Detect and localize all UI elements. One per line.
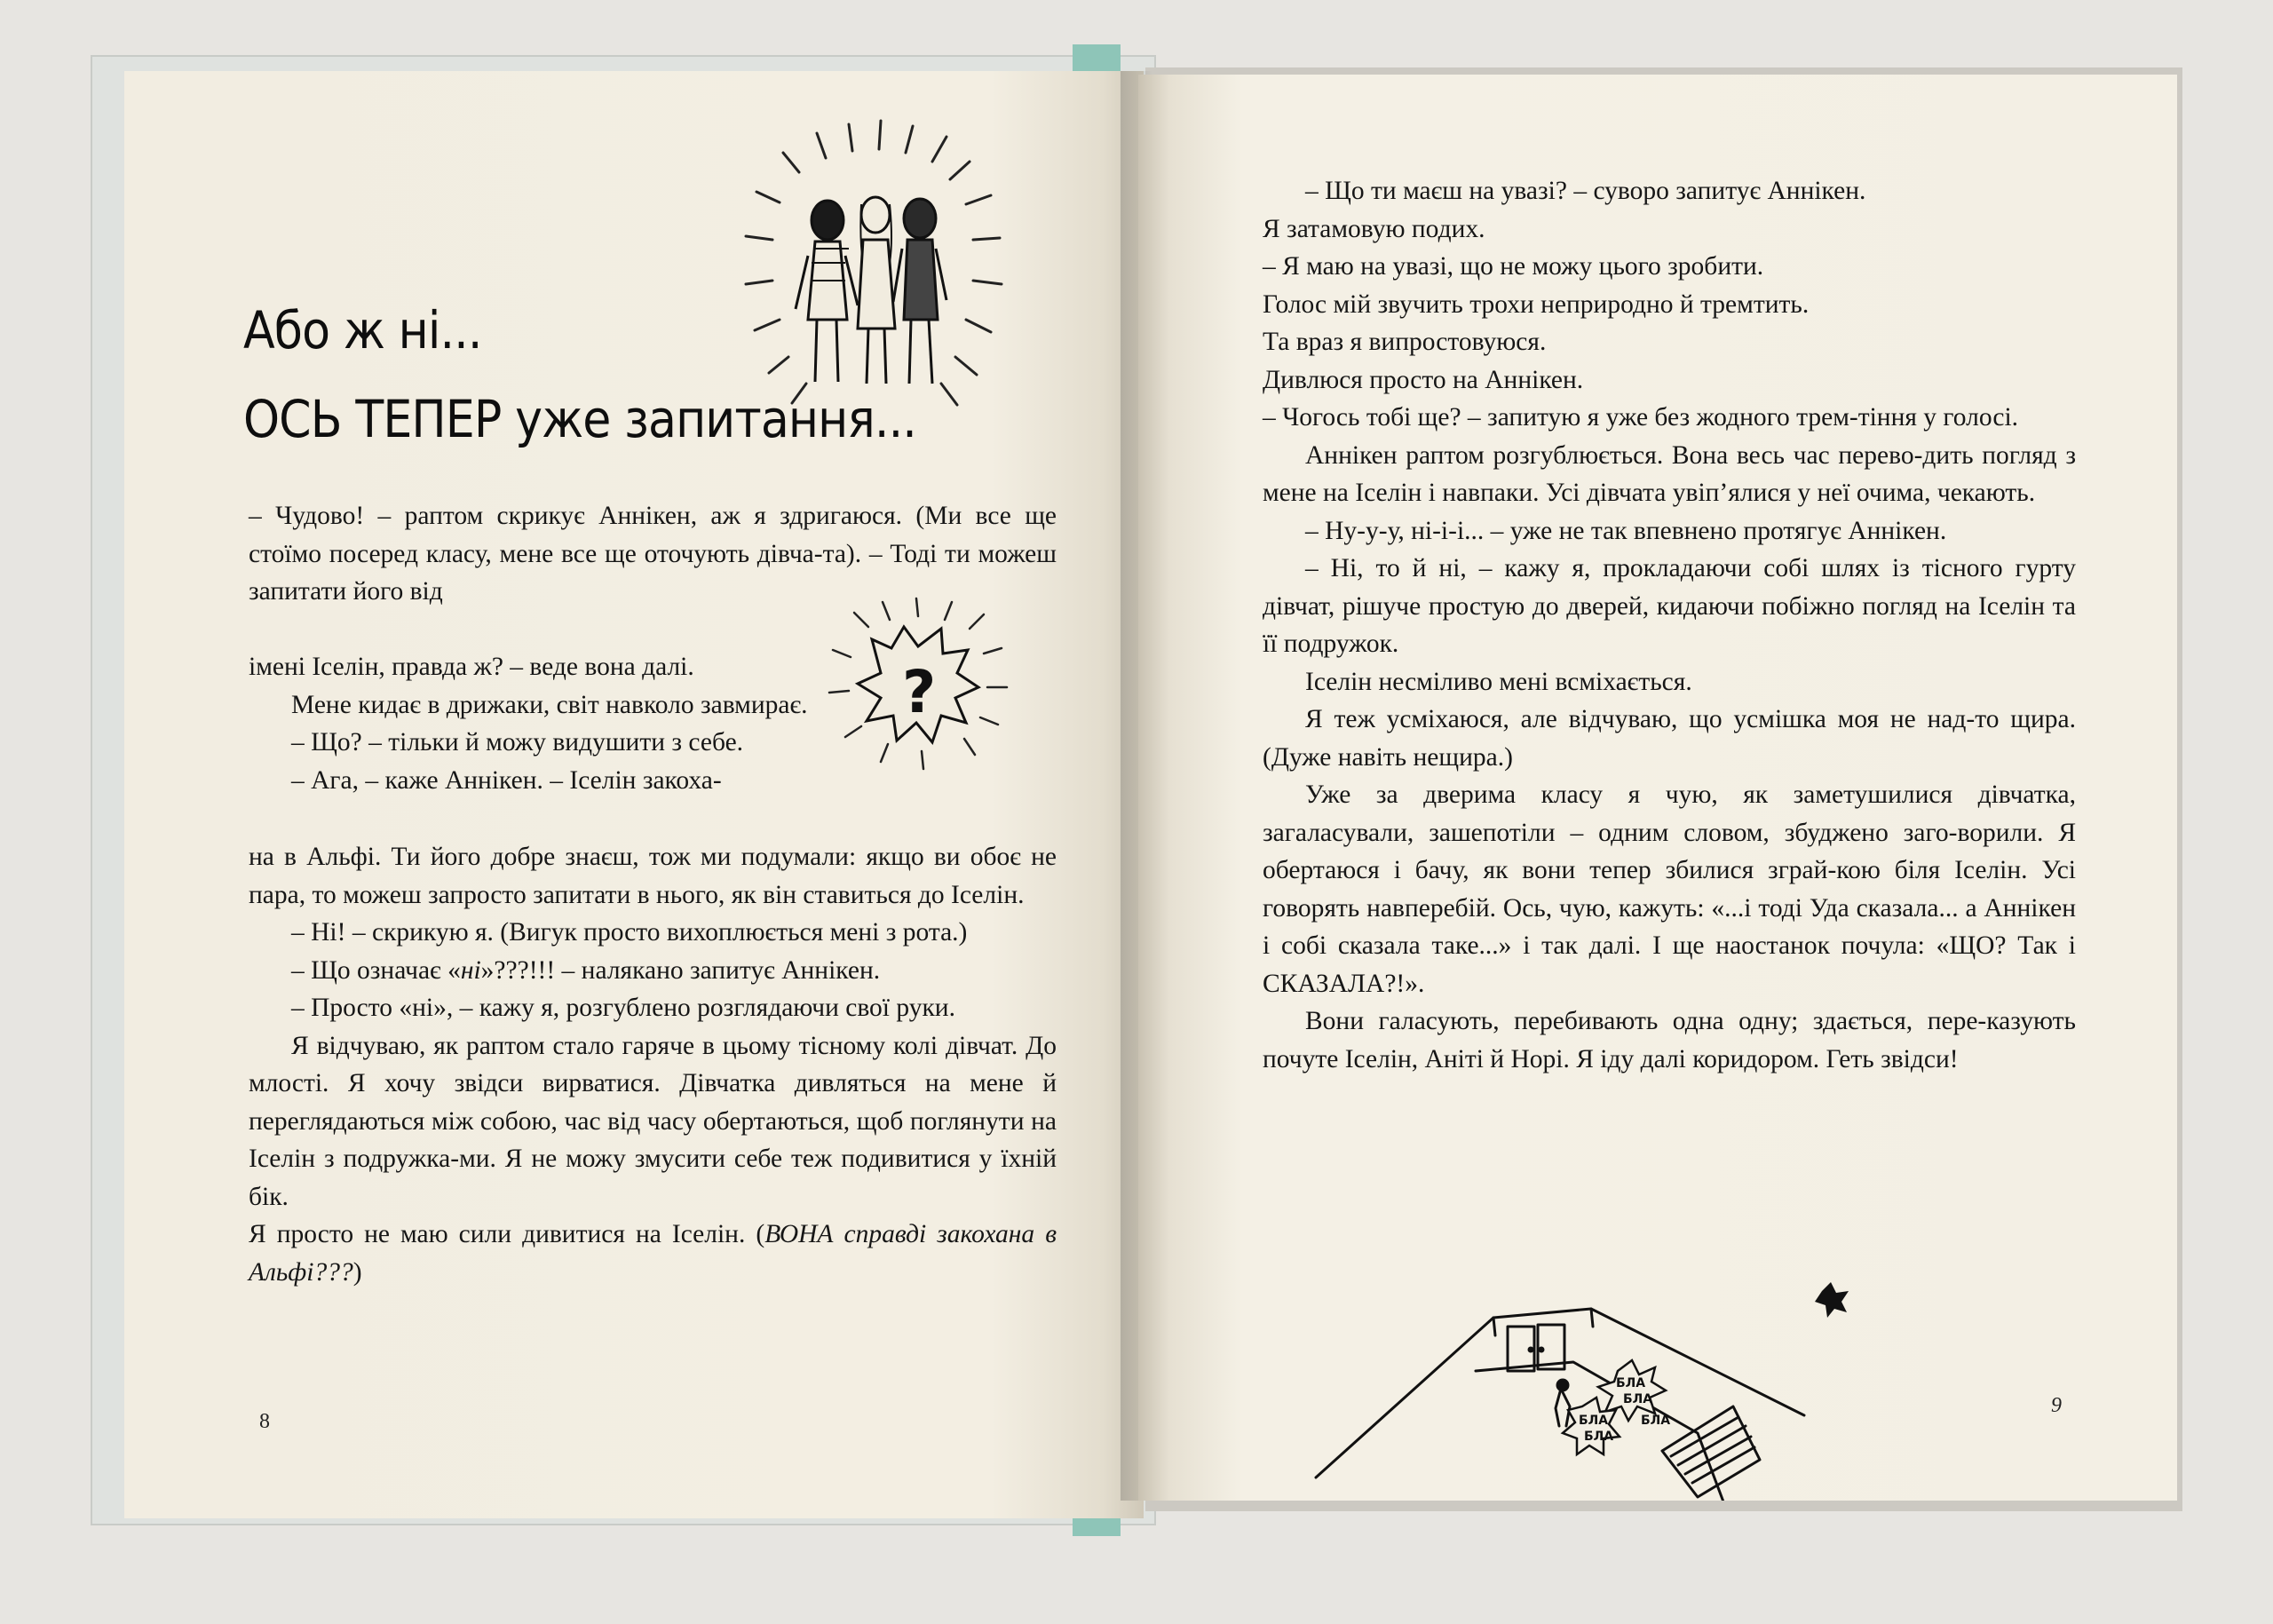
text-run: »???!!! – налякано запитує Аннікен. [480, 955, 881, 985]
page-number-left: 8 [259, 1410, 270, 1433]
hallway-doodle [1307, 1184, 1893, 1501]
doodle-word: БЛА [1584, 1430, 1614, 1444]
paragraph: імені Іселін, правда ж? – веде вона далі. [249, 653, 694, 681]
chapter-heading-line1: Або ж ні... [243, 300, 482, 360]
paragraph [249, 952, 1057, 990]
paragraph: – Я маю на увазі, що не можу цього зробити. [1263, 252, 1764, 281]
left-text-block-a [249, 497, 1057, 611]
emphasis-text: ні [460, 955, 481, 985]
paragraph: Я затамовую подих. [1263, 214, 1485, 243]
doodle-word: БЛА [1623, 1392, 1653, 1406]
left-page [124, 71, 1144, 1518]
question-mark-glyph: ? [902, 658, 937, 726]
chapter-heading-line2: ОСЬ ТЕПЕР уже запитання... [243, 389, 916, 449]
paragraph: – Чогось тобі ще? – запитую я уже без жодного трем-тіння у голосі. [1263, 403, 2019, 432]
paragraph: Та враз я випростовуюся. [1263, 328, 1547, 356]
right-page [1138, 75, 2177, 1501]
paragraph [249, 1216, 1057, 1291]
text-run: Я просто не маю сили дивитися на Іселін. ( [249, 1220, 765, 1248]
doodle-word: БЛА [1579, 1414, 1609, 1428]
left-text-block-c [249, 838, 1057, 1291]
right-text-block [1263, 172, 2076, 1078]
paragraph: – Що ти маєш на увазі? – суворо запитує Аннікен. [1305, 177, 1866, 205]
doodle-word: БЛА [1641, 1414, 1671, 1428]
paragraph: – Що? – тільки й можу видушити з себе. [291, 728, 744, 757]
emphasis-text: ВОНА справді закохана в Альфі??? [249, 1220, 1057, 1287]
text-run: – Що означає « [291, 955, 461, 985]
paragraph: Аннікен раптом розгублюється. Вона весь час перево-дить погляд з мене на Іселін і навпаки. Усі дівчата увіп’ялися у неї очима, чекають. [1263, 440, 2076, 507]
text-run: ) [352, 1257, 362, 1287]
paragraph: Голос мій звучить трохи неприродно й тремтить. [1263, 289, 1810, 319]
paragraph: Вони галасують, перебивають одна одну; здається, пере-казують почуте Іселін, Аніті й Норі. Я іду далі коридором. Геть звідси! [1263, 1007, 2076, 1073]
paragraph: – Просто «ні», – кажу я, розгублено розглядаючи свої руки. [291, 994, 955, 1022]
paragraph: – Ні, то й ні, – кажу я, прокладаючи собі шлях із тісного гурту дівчат, рішуче простую до дверей, кидаючи побіжно погляд на Іселін та її подружок. [1263, 554, 2076, 658]
paragraph: на в Альфі. Ти його добре знаєш, тож ми подумали: якщо ви обоє не пара, то можеш запросто запитати в нього, як він ставиться до Іселін. [249, 843, 1057, 909]
paragraph: Я відчуваю, як раптом стало гаряче в цьому тісному колі дівчат. До млості. Я хочу звідси вирватися. Дівчатка дивляться на мене й переглядаються між собою, час від часу обертаються, щоб поглянути на Іселін з подружка-ми. Я не можу змусити себе теж подивитися у їхній бік. [249, 1031, 1057, 1211]
paragraph: – Ні! – скрикую я. (Вигук просто вихоплюється мені з рота.) [291, 918, 968, 947]
paragraph: Уже за дверима класу я чую, як заметушилися дівчатка, загаласували, зашепотіли – одним словом, збуджено заго-ворили. Я обертаюся і бачу, як вони тепер збилися зграй-кою біля Іселін. Усі говорять навперебій. Ось, чую, кажуть: «...і тоді Уда сказала... а Аннікен і собі сказала таке...» і так далі. І ще наостанок почула: «ЩО? Так і СКАЗАЛА?!». [1263, 780, 2076, 998]
page-number-right: 9 [2051, 1394, 2062, 1417]
doodle-word: БЛА [1616, 1376, 1646, 1390]
paragraph: Дивлюся просто на Аннікен. [1263, 365, 1584, 394]
paragraph: – Чудово! – раптом скрикує Аннікен, аж я здригаюся. (Ми все ще стоїмо посеред класу, мене все ще оточують дівча-та). – Тоді ти можеш запитати його від [249, 502, 1057, 606]
paragraph: – Ага, – каже Аннікен. – Іселін закоха- [291, 765, 722, 795]
paragraph: Іселін несміливо мені всміхається. [1305, 667, 1692, 696]
paragraph: Мене кидає в дрижаки, світ навколо завмирає. [291, 690, 808, 719]
paragraph: – Ну-у-у, ні-і-і... – уже не так впевнено протягує Аннікен. [1305, 516, 1947, 545]
left-text-block-b [249, 648, 950, 799]
paragraph: Я теж усміхаюся, але відчуваю, що усмішка моя не над-то щира. (Дуже навіть нещира.) [1263, 705, 2076, 772]
